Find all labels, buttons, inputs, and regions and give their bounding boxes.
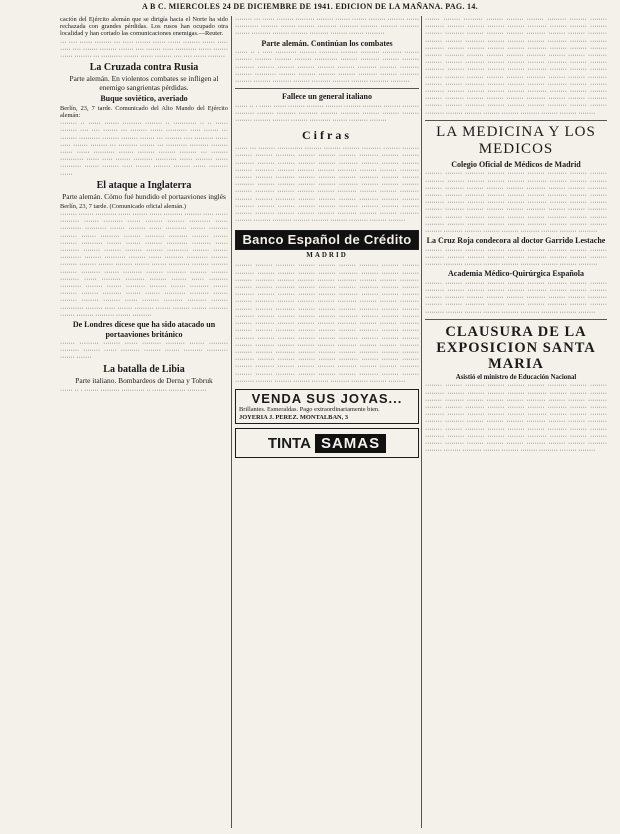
headline-colegio: Colegio Oficial de Médicos de Madrid: [451, 159, 581, 169]
column-2: [235, 16, 419, 828]
headline-inglaterra: El ataque a Inglaterra: [96, 179, 192, 191]
bank-title: Banco Español de Crédito: [235, 230, 419, 250]
headline-londres: De Londres dícese que ha sido atacado un portaaviones británico: [72, 320, 216, 339]
article-text: ········ ·· ······ ······· ········· ········ ·· ··········· ·· ·· ······ ········ ···· ···· ······· ··· ········ ······ ·········· ····· ······· ··· ········ ·········· ········ ········ ······· ··· ········ ···· ········· ······ ····· ······· ········ ··· ········· ······· ··· ·········· ········· ········ ······ ······ ·········· ······· ········ ········ ········ ··· ········ ··········· ······ ····· ······· ········· ·········· ······ ········ ······ ·········· ······· ········ ····· ······· ········ ········ ······ ········· ······: [60, 120, 228, 178]
article-text: ········ ········ ········· ········ ········ ········ ········· ········ ········ ········· ········ ········ ········ ········ ········· ········ ········ ········ ········ ········· ········ ········ ········ ········· ········ ········ ········· ········ ········ ········· ········ ········ ········ ········· ········ ········ ········· ········ ········ ········ ········ ········· ········ ········ ········ ········ ········· ········ ········ ········ ········· ········ ········ ········· ········ ········ ········· ········ ········ ········ ········· ········ ········ ········· ········ ········ ········ ········ ········· ········ ········ ········ ········ ········· ········ ········ ········ ········· ········ ········ ········· ········ ········ ········· ········ ········ ········ ········· ········ ········ ········· ········ ········ ········ ········ ········· ········ ········ ········ ········ ········· ········ ········ ········ ········· ········ ········ ········· ········ ········ ········· ········ ········ ········ ········· ········ ········ ········· ········ ········ ········ ········ ········· ········ ········ ········ ········ ········· ········ ········ ········ ········· ········ ········ ········· ········ ········ ········· ········ ········ ········ ········· ········ ········ ········· ········ ········ ········ ········ ········· ········ ········ ········: [235, 262, 419, 385]
article-text: ········ ········ ········· ········ ········ ········ ········· ········ ········ ········· ········ ········ ········ ········ ········· ········ ········ ········ ········ ········· ········ ········ ········ ········· ········ ········ ········· ········ ········ ········· ········ ········ ········ ········· ········ ········ ········· ········ ········ ········ ········ ········· ········ ········ ········: [425, 279, 607, 316]
article-text: ······ ·· · ····· ·········· ········ ········· ········ ········· ········· ······· ········ ········ ········ ········ ··········· ········ ········· ········ ········ ········· ········ ········ ········ ········ ········ ········· ········ ········· ········ ·········· ········ ········ ········ ········ ········· ········ ········· ········ ········ ········· ········ ········· ········ ········ ········· ·········: [235, 49, 419, 85]
article-text: ······ ·· · ······ ······ ········ ········ ········ ········ ········· ········ ········ ········· ········ ········· ········· ········ ········· ········ ········ ········ ········ ········ ········ ········ ·········· ······· ········· ········: [235, 102, 419, 125]
divider: [235, 88, 419, 89]
divider: [425, 319, 607, 320]
bank-city: MADRID: [306, 251, 348, 260]
article-text: ······ ·· · ······· ········· ··········· ·· ······· ········ ·········: [60, 386, 207, 394]
article-text: ········ ········ ········· ········ ········ ········ ········· ········ ········ ········· ········ ········ ········ ········ ········· ········ ········ ········ ········ ········· ········ ········ ········ ········· ········ ········ ········· ········ ········ ········· ········ ········ ········ ········· ········ ········ ········· ········ ········ ········ ········ ········· ········ ········ ········ ········ ········· ········ ········ ········ ········· ········ ········ ········· ········ ········ ········· ········ ········ ········ ········· ········ ········ ········· ········ ········ ········ ········ ········· ········ ········ ········ ········ ········· ········ ········ ········ ········· ········ ········ ········· ········ ········ ········· ········ ········ ········ ········· ········ ········: [425, 382, 607, 455]
article-text: ········ ········ ········· ········ ········ ········ ········· ········ ········ ········· ········ ········ ········ ········ ········· ········ ········ ········ ········ ········· ········ ········ ········ ········· ········ ········ ·········: [425, 246, 607, 269]
column-rule: [421, 16, 422, 828]
headline-buque: Buque soviético, averiado: [100, 94, 188, 104]
article-text: ··· ···· ······ ········ ··· ····· ······· ······ ······ ········ ······ ····· ····· ···· ······· ········ ······· ···· ······· ····· ·········· ······ ······· ······ ········ ··· ·········· ······· ······ ········ ···· ···· ······ ········: [60, 38, 228, 61]
tinta-samas-ad: [235, 428, 419, 458]
article-text: Berlín, 23, 7 tarde. (Comunicado oficial alemán.): [60, 202, 186, 210]
article-text: ······ ··· ········ ············ ········ ········ ········ ········· ········ ········ ········ ········ ········· ········ ········ ········ ········· ········ ········ ········· ········ ········ ········ ········ ········· ········ ········ ········ ········ ········· ········ ········ ········ ········· ········ ········ ········· ········ ········ ········· ········ ········ ········ ········· ········ ········ ········· ········ ········ ········ ········ ········· ········ ········ ········ ········ ········· ········ ········ ········ ········· ········ ········ ········· ········ ········ ········· ········ ········ ········ ········· ········ ········ ········· ········ ········ ········ ········ ········· ········ ········ ········ ········ ········· ········ ········ ········ ········· ········ ········ ········· ········ ········ ········· ········ ········ ········ ········· ········ ········: [235, 145, 419, 225]
subhead-inglaterra: Parte alemán. Cómo fué hundido el portaaviones inglés: [62, 191, 226, 201]
headline-libia: La batalla de Libia: [103, 363, 185, 375]
article-text: ········ ········ ········· ········ ········ ········ ········· ········ ········ ········· ········ ········ ········ ········ ········· ········ ········ ········ ········ ········· ········ ········ ········ ········· ········ ········ ········· ········ ········ ········· ········ ········ ········ ········· ········ ········ ········· ········ ········ ········ ········ ········· ········ ········ ········ ········ ········· ········ ········ ········ ········· ········ ········ ········· ········ ········ ········· ········ ········ ········ ········· ········ ········ ········· ········ ········ ········ ········ ········· ········ ········ ········ ········ ········· ········ ········ ········ ········· ········ ········ ·········: [425, 170, 607, 235]
headline-cifras: Cifras: [302, 128, 352, 143]
headline-general: Fallece un general italiano: [282, 92, 372, 102]
samas-label: SAMAS: [315, 434, 386, 453]
ad-address: JOYERIA J. PEREZ. MONTALBAN, 3: [239, 414, 349, 422]
page-header: A B C. MIERCOLES 24 DE DICIEMBRE DE 1941. EDICION DE LA MAÑANA. PAG. 14.: [142, 2, 478, 11]
article-text: ········ ··· ······ ········ ········· ········ ······· ······· ········ ········ ······ ··········· ········ ······· ········ ········· ········· ········ ········ ········· ······· ········· ········ ········ ········· ········ ······· ·········: [235, 16, 419, 38]
column-3: [425, 16, 607, 828]
jewelry-ad: [235, 389, 419, 424]
article-text: ······· ········ ········· ········ ········ ········ ········· ········ ········ ········· ········ ········ ········ ········ ········· ········ ········ ········ ········ ········· ········ ········ ········ ········· ········ ········ ········· ········ ········ ········· ········ ········ ········ ········· ········ ········ ········· ········ ········ ········ ········ ········· ········ ········ ········ ········ ········· ········ ········ ········ ········· ········ ········ ········· ········ ········ ········· ········ ········ ········ ········· ········ ········ ········· ········ ········ ········ ········ ········· ········ ········ ········ ········ ········· ········ ········ ········ ········· ········ ········ ········· ········ ········ ········· ········ ········ ········ ········· ········ ········ ········· ········ ········ ········ ········ ········· ········ ········ ········ ········ ········· ········ ········ ········ ········· ········ ········ ········· ········ ········ ········· ········ ········ ········ ········· ········ ········ ········· ········ ········ ········ ········ ········· ········ ········ ········: [425, 16, 607, 117]
article-text: cación del Ejército alemán que se dirigía hacia el Norte ha sido rechazada con grandes pérdidas. Los rusos han ocupado otra localidad y han cortado las comunicaciones enemigas.—Reuter.: [60, 16, 228, 38]
tinta-label: TINTA: [267, 434, 311, 452]
headline-medicina: LA MEDICINA Y LOS MEDICOS: [436, 123, 596, 157]
headline-clausura: CLAUSURA DE LA EXPOSICION SANTA MARIA: [436, 323, 596, 372]
subhead-clausura: Asistió el ministro de Educación Nacional: [455, 373, 577, 381]
ad-title: VENDA SUS JOYAS...: [251, 390, 403, 406]
article-text: ······· ········· ········ ······ ········· ········· ······· ········· ········· ········ ······ ········· ········ ······· ········· ·········· ······· ·······: [60, 340, 228, 362]
divider: [425, 120, 607, 121]
subhead-libia: Parte italiano. Bombardeos de Derna y Tobruk: [75, 375, 213, 385]
headline-cruz-roja: La Cruz Roja condecora al doctor Garrido Lestache: [426, 236, 606, 246]
headline-russia: La Cruzada contra Rusia: [89, 62, 199, 74]
headline-alemania: Parte alemán. Continúan los combates: [261, 38, 393, 48]
article-text: Berlín, 23, 7 tarde. Comunicado del Alto Mando del Ejército alemán:: [60, 104, 228, 119]
article-text: ········ ······· ·········· ······ ······· ······ ········· ········ ····· ······ ········· ······· ········· ······ ········ ········ ·········· ······ ·········· ·········· ······· ········ ······ ·········· ······· ········· ········ ······· ········· ········ ········· ········· ········ ······· ········ ·········· ······· ······· ········ ·········· ········· ······ ········· ········ ········ ········ ········ ·········· ········ ······· ·········· ········ ·········· ········ ······ ········· ·········· ········ ········ ········ ······· ········ ······· ······· ·········· ········ ········ ········ ········· ······· ········· ········ ········· ········ ········ ········· ······ ········· ········· ········ ······· ······ ········· ·········· ········ ······· ········· ········ ······· ········· ······· ········ ········ ········· ······· ······· ·········· ········· ······· ········ ········ ········ ······ ········ ········· ········· ········ ··········· ········ ····· ······· ········· ······· ········ ······· ········· ······· ········ ········· ······· ·········: [60, 210, 228, 319]
column-1: [60, 16, 228, 828]
headline-academia: Academia Médico-Quirúrgica Española: [448, 269, 584, 279]
ad-line: Brillantes. Esmeraldas. Pago extraordinariamente bien.: [239, 405, 380, 413]
column-rule: [231, 16, 232, 828]
subhead-russia: Parte alemán. En violentos combates se infligen al enemigo sangrientas pérdidas.: [69, 74, 219, 93]
